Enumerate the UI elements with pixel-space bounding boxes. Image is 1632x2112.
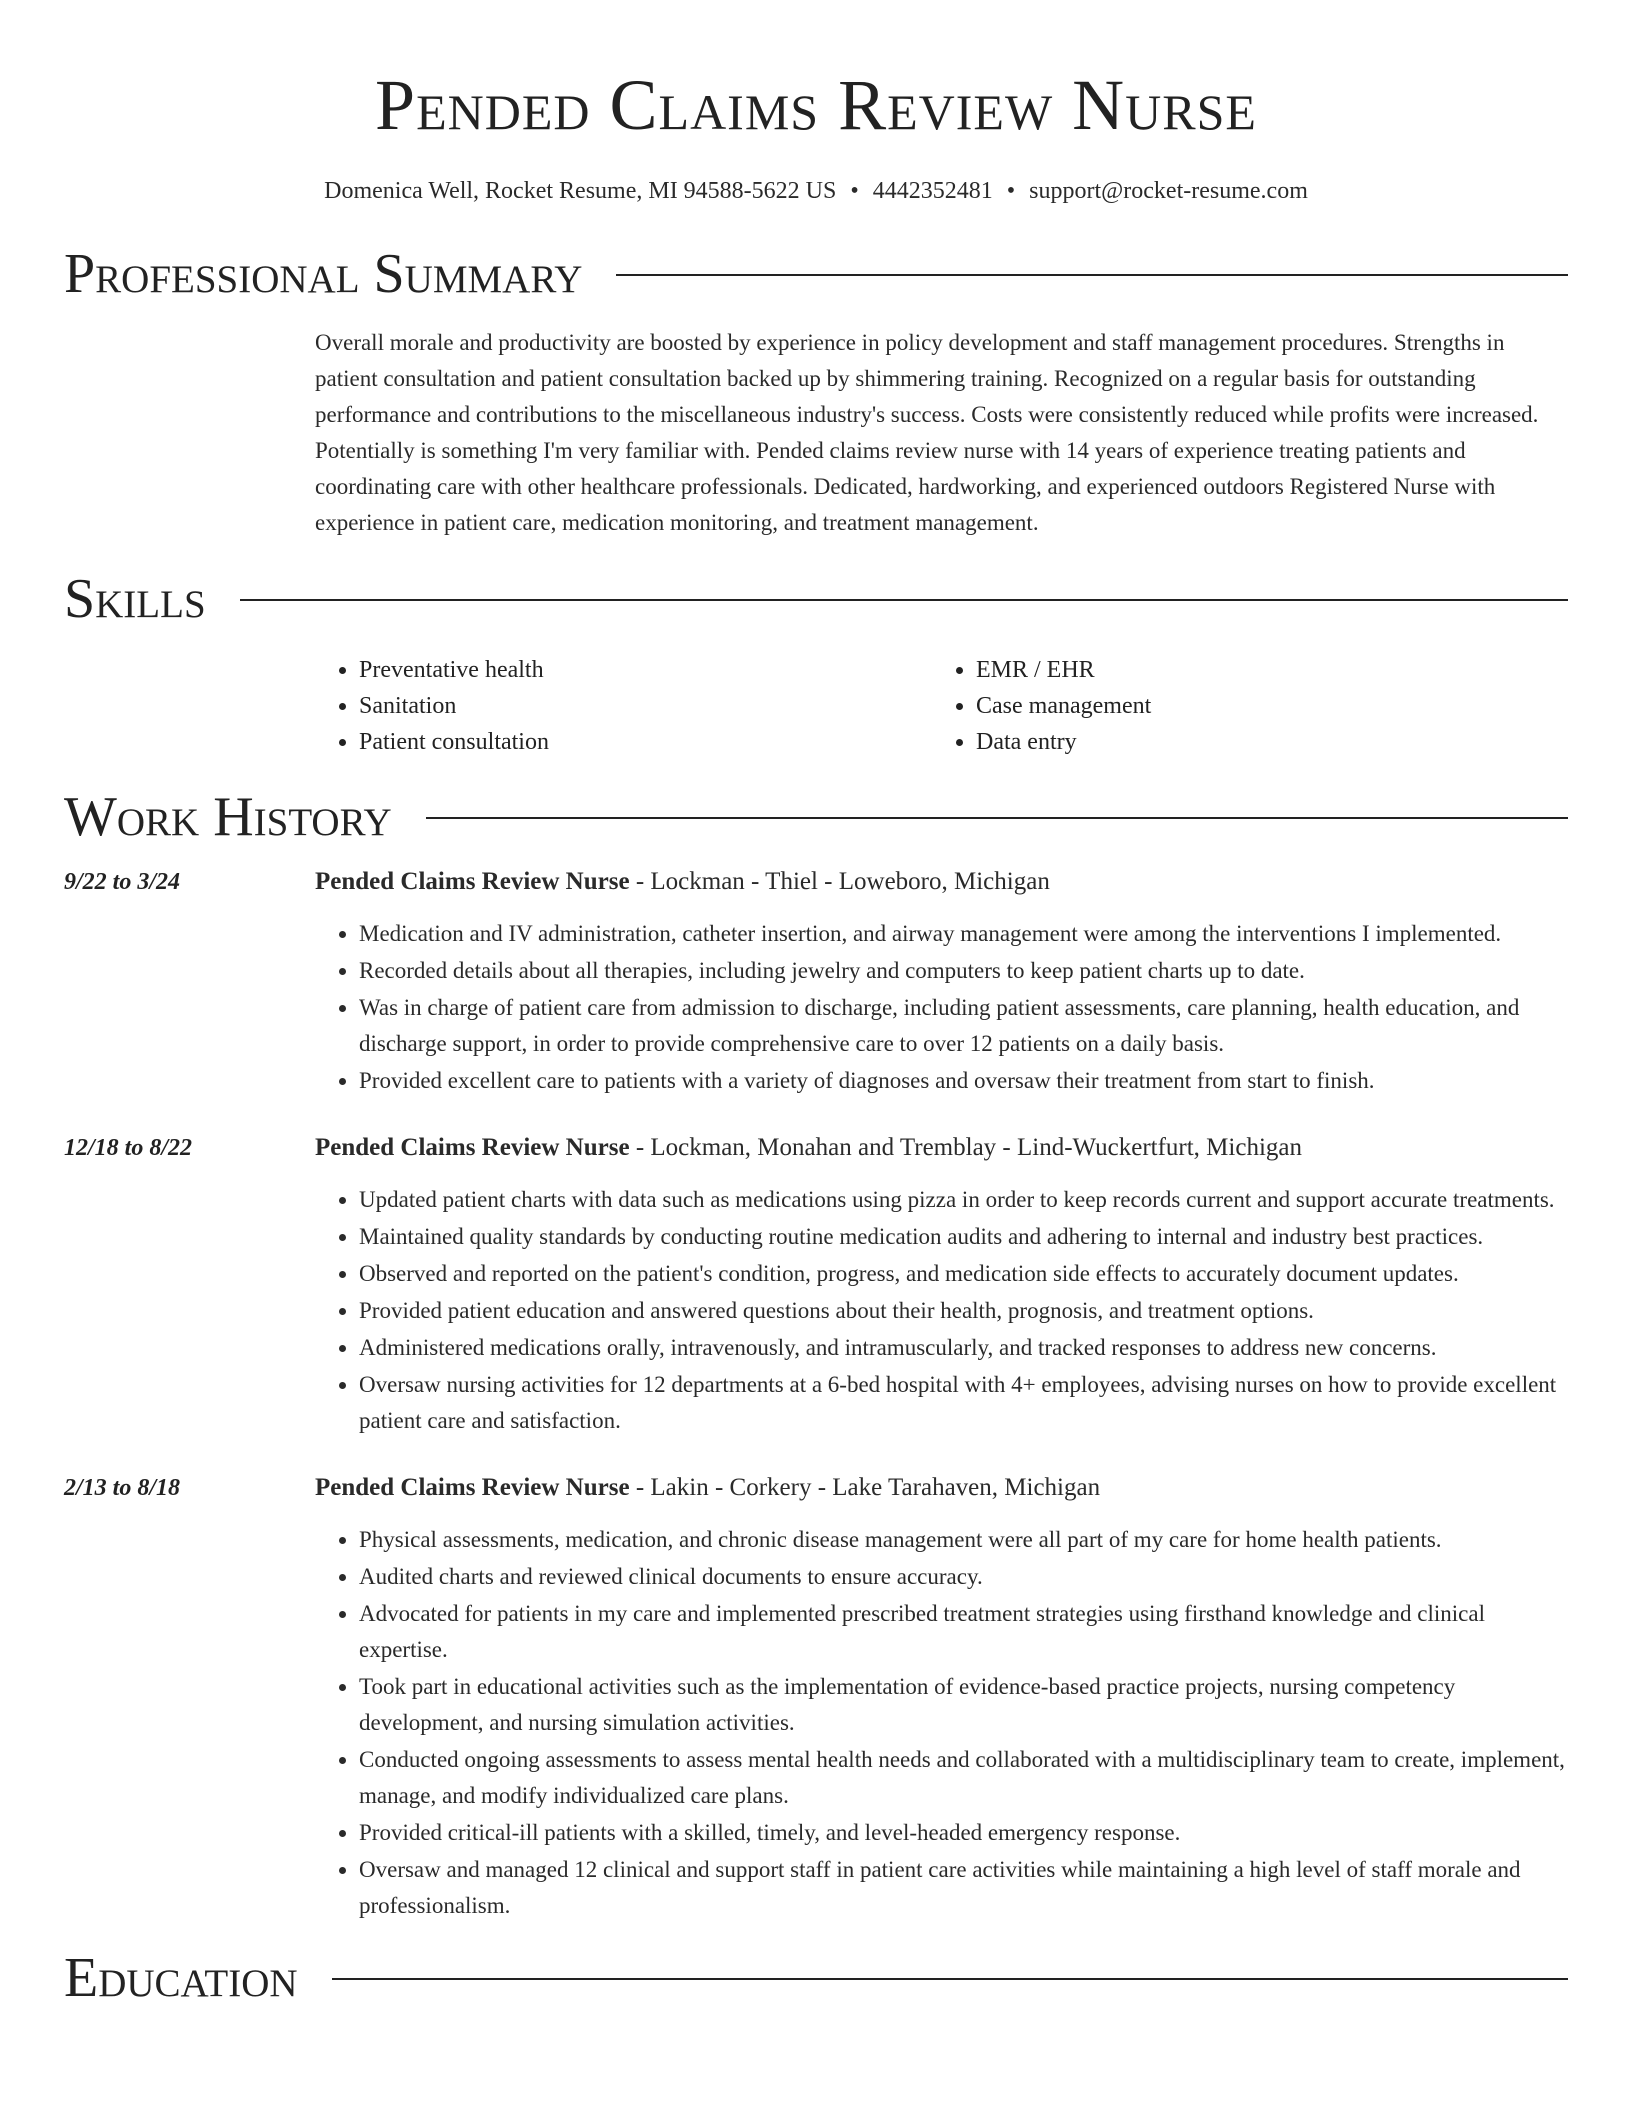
summary-text: Overall morale and productivity are boosted by experience in policy development and staff management procedures. Strengths in patient consultation and patient consultation backed up by shimmering training. Recognized on a regular basis for outstanding performance and contributions to the miscellaneous industry's success. Costs were consistently reduced while profits were increased. Potentially is something I'm very familiar with. Pended claims review nurse with 14 years of experience treating patients and coordinating care with other healthcare professionals. Dedicated, hardworking, and experienced outdoors Registered Nurse with experience in patient care, medication monitoring, and treatment management.: [315, 330, 1539, 535]
job-dates: 12/18 to 8/22: [64, 1135, 193, 1161]
job-role: Pended Claims Review Nurse: [315, 868, 630, 895]
job-employer: - Lockman, Monahan and Tremblay - Lind-Wuckertfurt, Michigan: [629, 1134, 1302, 1161]
job-heading: [315, 864, 1568, 900]
resume-page: [64, 0, 1568, 2009]
work-history-heading: Work History: [64, 786, 392, 848]
resume-title: Pended Claims Review Nurse: [375, 65, 1257, 145]
skills-list-left: [315, 652, 932, 760]
skills-list-right: [932, 652, 1549, 760]
work-history-section-header: [64, 786, 1568, 848]
job-bullet: • Medication and IV administration, catheter insertion, and airway management were among the interventions I implemented.: [359, 916, 1568, 952]
section-divider: [332, 1978, 1568, 1980]
job-bullet: • Advocated for patients in my care and implemented prescribed treatment strategies using firsthand knowledge and clinical expertise.: [359, 1596, 1568, 1668]
summary-heading: Professional Summary: [64, 243, 583, 305]
job-bullet: • Took part in educational activities such as the implementation of evidence-based practice projects, nursing competency development, and nursing simulation activities.: [359, 1669, 1568, 1741]
job-heading: [315, 1470, 1568, 1506]
job-bullets: [315, 1522, 1568, 1924]
job-bullet: • Conducted ongoing assessments to assess mental health needs and collaborated with a multidisciplinary team to create, implement, manage, and modify individualized care plans.: [359, 1742, 1568, 1814]
job-bullet: • Provided excellent care to patients with a variety of diagnoses and oversaw their treatment from start to finish.: [359, 1063, 1568, 1099]
contact-separator: •: [850, 178, 859, 204]
job-employer: - Lockman - Thiel - Loweboro, Michigan: [629, 868, 1050, 895]
job-bullet: • Provided patient education and answered questions about their health, prognosis, and treatment options.: [359, 1293, 1568, 1329]
contact-email: support@rocket-resume.com: [1029, 178, 1308, 204]
job-bullets: [315, 916, 1568, 1099]
contact-phone: 4442352481: [872, 178, 993, 204]
job-role: Pended Claims Review Nurse: [315, 1474, 630, 1501]
skill-item: • Data entry: [976, 724, 1549, 760]
job-bullets: [315, 1182, 1568, 1439]
section-divider: [616, 274, 1568, 276]
contact-separator: •: [1006, 178, 1016, 204]
job-bullet: • Maintained quality standards by conducting routine medication audits and adhering to internal and industry best practices.: [359, 1219, 1568, 1255]
skills-section-header: [64, 568, 1568, 630]
job-heading: [315, 1130, 1568, 1166]
job-dates: 2/13 to 8/18: [64, 1475, 181, 1501]
contact-address: Domenica Well, Rocket Resume, MI 94588-5622 US: [324, 178, 837, 204]
job-bullet: • Recorded details about all therapies, including jewelry and computers to keep patient charts up to date.: [359, 953, 1568, 989]
skill-item: • Preventative health: [359, 652, 932, 688]
job-bullet: • Observed and reported on the patient's condition, progress, and medication side effects to accurately document updates.: [359, 1256, 1568, 1292]
summary-section-header: [64, 243, 1568, 305]
skills-heading: Skills: [64, 568, 206, 630]
job-bullet: • Audited charts and reviewed clinical documents to ensure accuracy.: [359, 1559, 1568, 1595]
job-dates: 9/22 to 3/24: [64, 869, 181, 895]
skill-item: • Case management: [976, 688, 1549, 724]
education-section-header: [64, 1947, 1568, 2009]
job-employer: - Lakin - Corkery - Lake Tarahaven, Michigan: [629, 1474, 1101, 1501]
job-bullet: • Physical assessments, medication, and chronic disease management were all part of my care for home health patients.: [359, 1522, 1568, 1558]
job-bullet: • Updated patient charts with data such as medications using pizza in order to keep records current and support accurate treatments.: [359, 1182, 1568, 1218]
job-bullet: • Oversaw nursing activities for 12 departments at a 6-bed hospital with 4+ employees, advising nurses on how to provide excellent patient care and satisfaction.: [359, 1367, 1568, 1439]
job-entry: [64, 1470, 1568, 1925]
skill-item: • Patient consultation: [359, 724, 932, 760]
skill-item: • Sanitation: [359, 688, 932, 724]
education-heading: Education: [64, 1947, 298, 2009]
job-role: Pended Claims Review Nurse: [315, 1134, 630, 1161]
job-bullet: • Oversaw and managed 12 clinical and support staff in patient care activities while maintaining a high level of staff morale and professionalism.: [359, 1852, 1568, 1924]
job-bullet: • Was in charge of patient care from admission to discharge, including patient assessments, care planning, health education, and discharge support, in order to provide comprehensive care to over 12 patients on a daily basis.: [359, 990, 1568, 1062]
skill-item: • EMR / EHR: [976, 652, 1549, 688]
job-entry: [64, 1130, 1568, 1440]
section-divider: [426, 817, 1568, 819]
job-entry: [64, 864, 1568, 1100]
job-bullet: • Administered medications orally, intravenously, and intramuscularly, and tracked responses to address new concerns.: [359, 1330, 1568, 1366]
skills-grid: [315, 652, 1568, 760]
contact-line: [64, 176, 1568, 206]
section-divider: [240, 599, 1568, 601]
job-bullet: • Provided critical-ill patients with a skilled, timely, and level-headed emergency response.: [359, 1815, 1568, 1851]
